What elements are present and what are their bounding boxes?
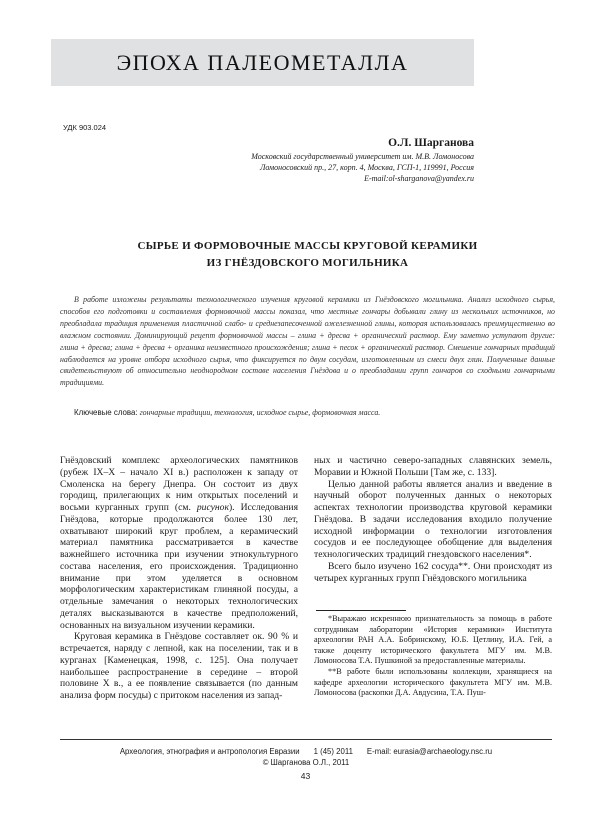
body-paragraph: Круговая керамика в Гнёздове составляет ок. 90 % и встречается, наряду с лепной, как на поселении, так и в курганах [Каменецкая, 1998, с. 125]. Она получает наибольшее распространение в середине – второй половине X в., а ее появление связывается (по данным анализа форм посуды) с притоком населения из запад- [60,631,298,701]
page-footer [60,746,552,768]
author-block [251,137,474,184]
article-title [60,238,555,272]
body-text: Гнёздовский комплекс археологических памятников (рубеж IX–X – начало XI в.) расположен к западу от Смоленска на берегу Днепра. Он состоит из двух городищ, прилегающих к ним открытых поселений и восьми курганных групп (см. [60,455,298,513]
footnote: *Выражаю искреннюю признательность за помощь в работе сотрудникам лаборатории «История керамики» Института археологии РАН А.А. Бобринскому, Ю.Б. Цетлину, И.А. Гей, а также доценту исторического факультета МГУ им. М.В. Ломоносова Т.А. Пушкиной за предоставленные материалы. [314,614,552,666]
author-affiliation: Московский государственный университет им. М.В. Ломоносова [251,152,474,161]
copyright: © Шарганова О.Л., 2011 [262,758,350,767]
footnotes [314,614,552,699]
journal-name: Археология, этнография и антропология Евразии [119,747,300,756]
body-text: ). Исследования Гнёздова, которые продолжаются более 130 лет, охватывают широкий круг проблем, а керамический материал памятника рассматривается в качестве важнейшего источника при изучении этнокультурного состава населения, его происхождения. Традиционно внимание при этом уделяется в основном морфологическим характеристикам глиняной посуды, а отдельные замечания о некоторых технологических деталях высказываются в качестве предположений, основанных на визуальном изучении керамики. [60,502,298,631]
figure-reference: рисунок [196,502,229,513]
body-paragraph: ных и частично северо-западных славянских земель, Моравии и Южной Польши [Там же, с. 133]. [314,455,552,478]
footnote: **В работе были использованы коллекции, хранящиеся на кафедре археологии исторического факультета МГУ им. М.В. Ломоносова (раскопки Д.А. Авдусина, Т.А. Пуш- [314,666,552,698]
keywords-label: Ключевые слова: [74,408,138,417]
keywords-value: гончарные традиции, технология, исходное сырье, формовочная масса. [139,408,381,417]
keywords [60,408,555,417]
article-title-line: ИЗ ГНЁЗДОВСКОГО МОГИЛЬНИКА [206,257,409,269]
abstract: В работе изложены результаты технологического изучения круговой керамики из Гнёздовского могильника. Анализ исходного сырья, способов его подготовки и составления формовочной массы показал, что местные гончары добывали глину из нескольких источников, но преобладала традиция применения пластичной слабо- и среднезапесоченной ожелезненной глины, которая использовалась преимущественно во влажном состоянии. Доминирующий рецепт формовочной массы – глина + дресва + органический раствор. Ему заметно уступают другие: глина + дресва; глина + дресва + органика неизвестного происхождения; глина + песок + органический раствор. Смешение гончарных традиций наблюдается на уровне отбора исходного сырья, что фиксируется по двум сосудам, изготовленным из смеси двух глин. Полученные данные свидетельствуют об относительно неоднородном составе населения Гнёздова и о преобладании групп гончаров со сходными гончарными традициями. [60,295,555,388]
footnote-divider [316,610,406,611]
article-title-line: СЫРЬЕ И ФОРМОВОЧНЫЕ МАССЫ КРУГОВОЙ КЕРАМИКИ [137,240,478,252]
page-number: 43 [300,771,311,781]
author-name: О.Л. Шарганова [388,137,474,149]
udk-code: УДК 903.024 [63,123,107,132]
section-header: ЭПОХА ПАЛЕОМЕТАЛЛА [116,49,409,75]
body-paragraph [60,455,298,631]
body-paragraph: Всего было изучено 162 сосуда**. Они происходят из четырех курганных групп Гнёздовского могильника [314,560,552,584]
journal-issue: 1 (45) 2011 [313,747,353,756]
section-header-band [51,39,474,86]
body-paragraph: Целью данной работы является анализ и введение в научный оборот полученных данных о некоторых аспектах технологии производства круговой керамики Гнёздова. В задачи исследования входило получение исходной информации о технологии изготовления сосудов и ее последующее обобщение для выделения технологических традиций гнездовского населения*. [314,478,552,560]
body-column-right [314,455,552,584]
author-email: E-mail:ol-sharganova@yandex.ru [364,174,474,183]
body-column-left [60,455,298,702]
journal-email: E-mail: eurasia@archaeology.nsc.ru [366,747,493,756]
author-address: Ломоносовский пр., 27, корп. 4, Москва, ГСП-1, 119991, Россия [259,163,474,172]
footer-divider [60,739,552,740]
